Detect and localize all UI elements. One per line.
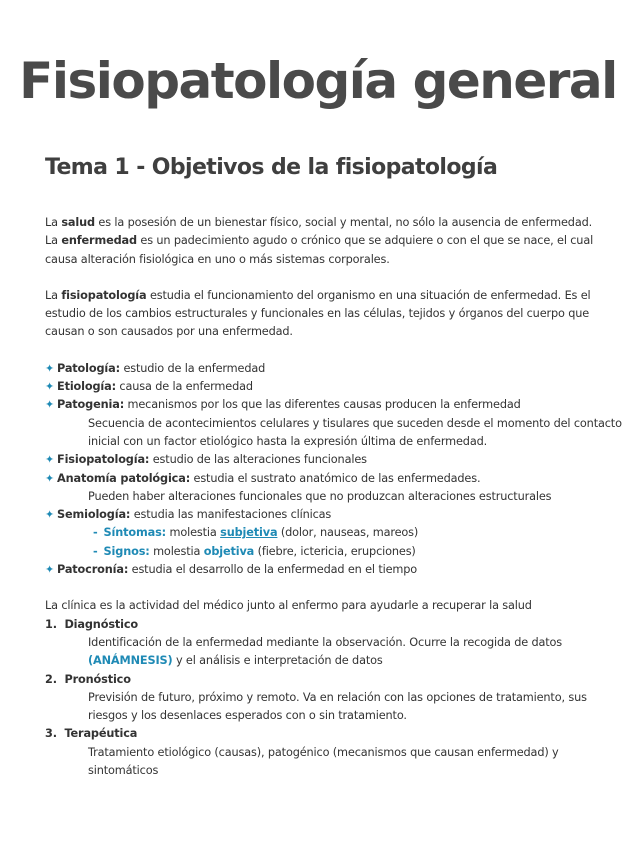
numbered-item-title: 3. Terapéutica [45, 727, 138, 741]
subjetiva-link[interactable]: subjetiva [220, 526, 278, 540]
list-item: ✦ Etiología: causa de la enfermedad [45, 378, 625, 396]
numbered-item-detail: Identificación de la enfermedad mediante la observación. Ocurre la recogida de datos (ANÁMNESIS) y el análisis e interpretación de datos [88, 635, 563, 668]
numbered-item-title: 1. Diagnóstico [45, 617, 139, 631]
star-bullet-icon: ✦ [45, 563, 55, 577]
star-bullet-icon: ✦ [45, 471, 55, 485]
list-item-detail: Pueden haber alteraciones funcionales que no produzcan alteraciones estructurales [88, 489, 552, 503]
list-item: ✦ Anatomía patológica: estudia el sustrato anatómico de las enfermedades. [45, 470, 625, 488]
clinica-paragraph: La clínica es la actividad del médico junto al enfermo para ayudarle a recuperar la salud [45, 599, 532, 613]
star-bullet-icon: ✦ [45, 361, 55, 375]
list-item-detail: Secuencia de acontecimientos celulares y tisulares que suceden desde el momento del contacto inicial con un factor etiológico hasta la expresión última de enfermedad. [88, 416, 622, 448]
list-item: ✦ Semiología: estudia las manifestaciones clínicas [45, 506, 625, 524]
star-bullet-icon: ✦ [45, 380, 55, 394]
list-item: ✦ Patocronía: estudia el desarrollo de la enfermedad en el tiempo [45, 561, 625, 579]
list-item: ✦ Patogenia: mecanismos por los que las diferentes causas producen la enfermedad [45, 396, 625, 414]
numbered-item-detail: Tratamiento etiológico (causas), patogénico (mecanismos que causan enfermedad) y sintomáticos [88, 745, 559, 778]
page-title: Fisiopatología general [19, 52, 617, 110]
section-title: Tema 1 - Objetivos de la fisiopatología [45, 155, 498, 180]
list-item: ✦ Fisiopatología: estudio de las alteraciones funcionales [45, 451, 625, 469]
enfermedad-paragraph: La enfermedad es un padecimiento agudo o crónico que se adquiere o con el que se nace, el cual causa alteración fisiológica en uno o más sistemas corporales. [45, 234, 594, 266]
numbered-item-title: 2. Pronóstico [45, 672, 131, 686]
list-item: ✦ Patología: estudio de la enfermedad [45, 360, 625, 378]
numbered-item-detail: Previsión de futuro, próximo y remoto. Va en relación con las opciones de tratamiento, sus riesgos y los desenlaces esperados con o sin tratamiento. [88, 690, 587, 723]
star-bullet-icon: ✦ [45, 398, 55, 412]
sub-list-item: - Síntomas: molestia subjetiva (dolor, nauseas, mareos) [93, 526, 419, 540]
sub-list-item: - Signos: molestia objetiva (fiebre, ictericia, erupciones) [93, 544, 416, 558]
salud-paragraph: La salud es la posesión de un bienestar físico, social y mental, no sólo la ausencia de enfermedad. [45, 216, 593, 229]
concepts-list [45, 360, 625, 580]
document-body [45, 214, 625, 780]
numbered-list [45, 616, 625, 781]
star-bullet-icon: ✦ [45, 453, 55, 467]
fisiopatologia-paragraph: La fisiopatología estudia el funcionamiento del organismo en una situación de enfermedad. Es el estudio de los cambios estructurales y funcionales en las células, tejidos y órganos del cuerpo que causan o son causados por una enfermedad. [45, 288, 591, 339]
star-bullet-icon: ✦ [45, 508, 55, 522]
